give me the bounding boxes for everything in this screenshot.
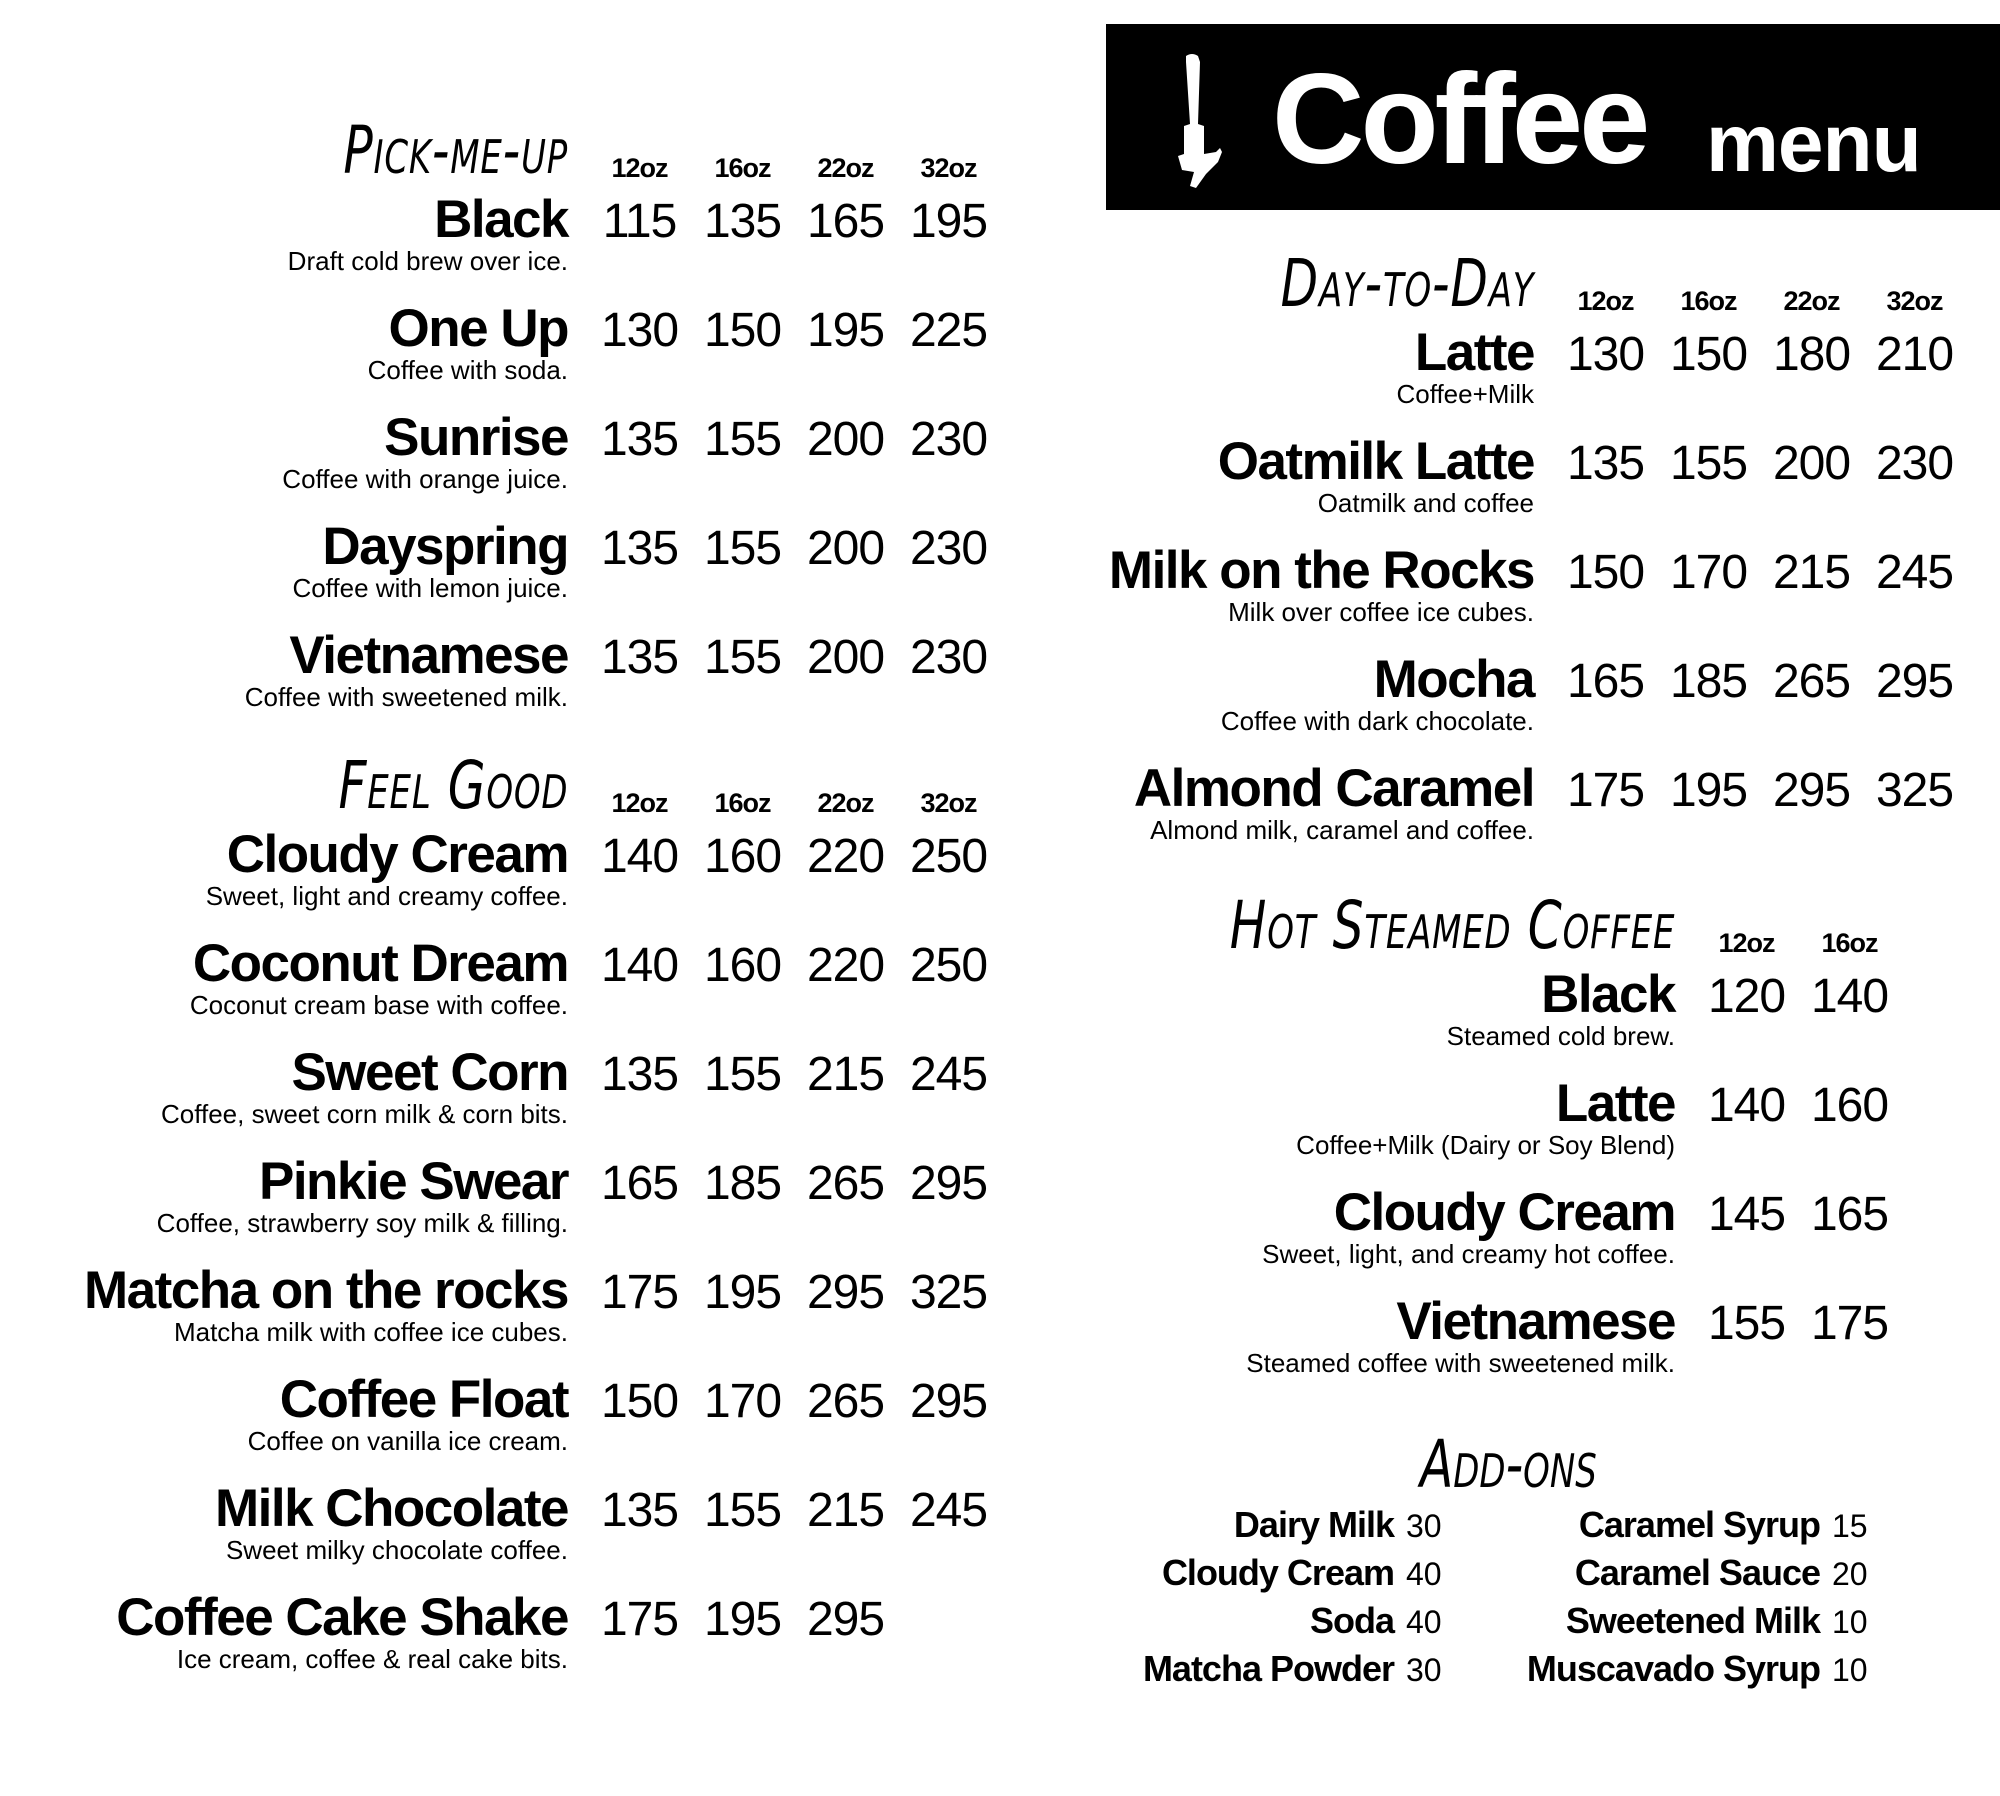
item-price: 165 bbox=[600, 1157, 679, 1210]
item-price bbox=[897, 1592, 1000, 1648]
item-price: 295 bbox=[806, 1593, 885, 1646]
size-header bbox=[1554, 286, 1966, 317]
section-title: Pick-me-up bbox=[343, 112, 568, 189]
item-price: 175 bbox=[600, 1593, 679, 1646]
item-name: Sweet Corn bbox=[291, 1043, 568, 1102]
item-price: 180 bbox=[1772, 328, 1851, 381]
item-price: 215 bbox=[806, 1484, 885, 1537]
item-description: Draft cold brew over ice. bbox=[287, 246, 568, 276]
item-price: 160 bbox=[1810, 1079, 1889, 1132]
item-description: Steamed coffee with sweetened milk. bbox=[1246, 1348, 1675, 1378]
size-label: 32oz bbox=[1886, 286, 1943, 316]
item-price: 295 bbox=[806, 1266, 885, 1319]
item-price: 135 bbox=[703, 195, 782, 248]
item-price: 245 bbox=[1875, 546, 1954, 599]
size-label: 16oz bbox=[714, 788, 771, 818]
menu-item bbox=[1000, 650, 1954, 759]
item-price: 140 bbox=[1810, 970, 1889, 1023]
section-title: Hot Steamed Coffee bbox=[1229, 887, 1675, 964]
section-feel-good bbox=[0, 745, 988, 1697]
size-label: 22oz bbox=[817, 153, 874, 183]
item-price: 215 bbox=[1772, 546, 1851, 599]
menu-item bbox=[0, 1261, 988, 1370]
size-label: 16oz bbox=[714, 153, 771, 183]
item-price: 245 bbox=[909, 1048, 988, 1101]
item-description: Matcha milk with coffee ice cubes. bbox=[173, 1317, 568, 1347]
item-price: 185 bbox=[1669, 655, 1748, 708]
add-on-price: 10 bbox=[1832, 1604, 1868, 1640]
item-price: 135 bbox=[600, 413, 679, 466]
menu-item bbox=[0, 190, 988, 299]
item-description: Milk over coffee ice cubes. bbox=[1228, 597, 1534, 627]
size-label: 12oz bbox=[611, 153, 668, 183]
item-price: 200 bbox=[1772, 437, 1851, 490]
item-price: 165 bbox=[1566, 655, 1645, 708]
size-label: 12oz bbox=[1577, 286, 1634, 316]
add-on-name: Muscavado Syrup bbox=[1526, 1648, 1820, 1689]
menu-item bbox=[1000, 965, 1889, 1074]
item-description: Ice cream, coffee & real cake bits. bbox=[176, 1644, 568, 1674]
item-price: 250 bbox=[909, 830, 988, 883]
menu-item bbox=[0, 626, 988, 735]
item-description: Coffee, strawberry soy milk & filling. bbox=[156, 1208, 568, 1238]
item-name: Coffee Cake Shake bbox=[116, 1588, 568, 1647]
add-on-item bbox=[1100, 1599, 1454, 1647]
menu-item bbox=[0, 934, 988, 1043]
item-description: Oatmilk and coffee bbox=[1317, 488, 1534, 518]
size-header bbox=[588, 788, 1000, 819]
item-name: Pinkie Swear bbox=[258, 1152, 568, 1211]
item-price: 115 bbox=[602, 195, 677, 248]
item-name: Almond Caramel bbox=[1133, 759, 1534, 818]
section-title: Feel Good bbox=[338, 747, 568, 824]
menu-header-banner bbox=[1106, 24, 2000, 210]
item-price: 210 bbox=[1875, 328, 1954, 381]
item-name: Black bbox=[434, 190, 568, 249]
menu-item bbox=[0, 1043, 988, 1152]
size-label: 22oz bbox=[817, 788, 874, 818]
section-hot-steamed-coffee bbox=[1000, 885, 1889, 1401]
size-label: 22oz bbox=[1783, 286, 1840, 316]
item-name: Black bbox=[1541, 965, 1675, 1024]
add-on-name: Cloudy Cream bbox=[1161, 1552, 1394, 1593]
item-name: Cloudy Cream bbox=[226, 825, 568, 884]
item-price: 200 bbox=[806, 522, 885, 575]
item-price: 175 bbox=[1566, 764, 1645, 817]
item-price: 150 bbox=[1669, 328, 1748, 381]
item-description: Coconut cream base with coffee. bbox=[189, 990, 568, 1020]
item-name: Dayspring bbox=[322, 517, 568, 576]
size-label: 32oz bbox=[920, 788, 977, 818]
item-price: 265 bbox=[806, 1157, 885, 1210]
menu-item bbox=[1000, 1292, 1889, 1401]
add-on-item bbox=[1500, 1551, 1880, 1599]
item-price: 175 bbox=[1810, 1297, 1889, 1350]
item-name: Latte bbox=[1555, 1074, 1675, 1133]
add-on-name: Caramel Sauce bbox=[1574, 1552, 1820, 1593]
add-on-price: 40 bbox=[1406, 1604, 1442, 1640]
item-name: Vietnamese bbox=[289, 626, 568, 685]
menu-item bbox=[0, 1370, 988, 1479]
add-ons-right-column bbox=[1500, 1503, 1880, 1695]
item-description: Sweet, light, and creamy hot coffee. bbox=[1262, 1239, 1675, 1269]
section-title: Add-ons bbox=[1420, 1426, 1597, 1503]
item-price: 220 bbox=[806, 939, 885, 992]
menu-item bbox=[1000, 1074, 1889, 1183]
item-description: Coffee with orange juice. bbox=[282, 464, 568, 494]
item-price: 195 bbox=[909, 195, 988, 248]
item-price: 135 bbox=[1566, 437, 1645, 490]
item-price: 120 bbox=[1707, 970, 1786, 1023]
menu-item bbox=[1000, 432, 1954, 541]
item-price: 155 bbox=[703, 522, 782, 575]
item-name: Coffee Float bbox=[279, 1370, 568, 1429]
item-price: 250 bbox=[909, 939, 988, 992]
item-price: 200 bbox=[806, 413, 885, 466]
item-price: 170 bbox=[1669, 546, 1748, 599]
item-description: Coffee, sweet corn milk & corn bits. bbox=[160, 1099, 568, 1129]
item-price: 230 bbox=[909, 631, 988, 684]
size-header bbox=[588, 153, 1000, 184]
item-price: 150 bbox=[600, 1375, 679, 1428]
item-description: Sweet milky chocolate coffee. bbox=[225, 1535, 568, 1565]
item-description: Coffee with sweetened milk. bbox=[244, 682, 568, 712]
item-name: Sunrise bbox=[384, 408, 568, 467]
item-price: 160 bbox=[703, 830, 782, 883]
add-on-item bbox=[1100, 1551, 1454, 1599]
item-name: Latte bbox=[1414, 323, 1534, 382]
item-name: Coconut Dream bbox=[192, 934, 568, 993]
item-price: 225 bbox=[909, 304, 988, 357]
add-ons-left-column bbox=[1100, 1503, 1454, 1695]
item-price: 165 bbox=[806, 195, 885, 248]
menu-item bbox=[0, 1479, 988, 1588]
section-pick-me-up bbox=[0, 110, 988, 735]
item-price: 325 bbox=[909, 1266, 988, 1319]
menu-item bbox=[0, 299, 988, 408]
item-price: 195 bbox=[703, 1593, 782, 1646]
size-label: 16oz bbox=[1680, 286, 1737, 316]
item-price: 145 bbox=[1707, 1188, 1786, 1241]
item-price: 140 bbox=[600, 939, 679, 992]
item-price: 245 bbox=[909, 1484, 988, 1537]
item-price: 185 bbox=[703, 1157, 782, 1210]
item-price: 220 bbox=[806, 830, 885, 883]
item-price: 295 bbox=[909, 1375, 988, 1428]
item-price: 150 bbox=[1566, 546, 1645, 599]
item-price: 230 bbox=[1875, 437, 1954, 490]
item-name: Milk Chocolate bbox=[214, 1479, 568, 1538]
item-price: 195 bbox=[806, 304, 885, 357]
item-price: 130 bbox=[1566, 328, 1645, 381]
add-on-item bbox=[1500, 1647, 1880, 1695]
add-on-item bbox=[1500, 1503, 1880, 1551]
size-header bbox=[1695, 928, 1901, 959]
menu-subtitle: menu bbox=[1706, 98, 1921, 189]
item-price: 135 bbox=[600, 1484, 679, 1537]
menu-item bbox=[0, 825, 988, 934]
item-price: 200 bbox=[806, 631, 885, 684]
add-on-name: Soda bbox=[1309, 1600, 1394, 1641]
item-description: Coffee with soda. bbox=[367, 355, 568, 385]
size-label: 12oz bbox=[611, 788, 668, 818]
item-price: 165 bbox=[1810, 1188, 1889, 1241]
item-price: 295 bbox=[1772, 764, 1851, 817]
add-on-price: 15 bbox=[1832, 1508, 1868, 1544]
item-name: Mocha bbox=[1373, 650, 1534, 709]
add-on-price: 20 bbox=[1832, 1556, 1868, 1592]
item-price: 215 bbox=[806, 1048, 885, 1101]
item-name: Cloudy Cream bbox=[1333, 1183, 1675, 1242]
item-name: Vietnamese bbox=[1396, 1292, 1675, 1351]
add-on-item bbox=[1500, 1599, 1880, 1647]
item-price: 155 bbox=[703, 1048, 782, 1101]
item-price: 325 bbox=[1875, 764, 1954, 817]
item-price: 160 bbox=[703, 939, 782, 992]
item-description: Coffee on vanilla ice cream. bbox=[247, 1426, 568, 1456]
item-price: 135 bbox=[600, 631, 679, 684]
item-price: 155 bbox=[703, 631, 782, 684]
item-price: 140 bbox=[600, 830, 679, 883]
add-on-price: 10 bbox=[1832, 1652, 1868, 1688]
size-label: 12oz bbox=[1718, 928, 1775, 958]
menu-item bbox=[0, 517, 988, 626]
item-price: 170 bbox=[703, 1375, 782, 1428]
section-add-ons bbox=[1100, 1425, 2000, 1705]
item-price: 265 bbox=[806, 1375, 885, 1428]
add-on-item bbox=[1100, 1503, 1454, 1551]
item-price: 140 bbox=[1707, 1079, 1786, 1132]
item-price: 175 bbox=[600, 1266, 679, 1319]
menu-item bbox=[0, 408, 988, 517]
size-label: 16oz bbox=[1821, 928, 1878, 958]
add-on-price: 30 bbox=[1406, 1652, 1442, 1688]
add-on-price: 40 bbox=[1406, 1556, 1442, 1592]
item-name: Matcha on the rocks bbox=[84, 1261, 568, 1320]
add-on-name: Caramel Syrup bbox=[1578, 1504, 1820, 1545]
section-day-to-day bbox=[1000, 243, 1954, 868]
menu-item bbox=[1000, 759, 1954, 868]
add-on-name: Dairy Milk bbox=[1233, 1504, 1394, 1545]
item-price: 230 bbox=[909, 522, 988, 575]
item-name: Oatmilk Latte bbox=[1217, 432, 1534, 491]
item-price: 265 bbox=[1772, 655, 1851, 708]
item-description: Coffee+Milk (Dairy or Soy Blend) bbox=[1296, 1130, 1675, 1160]
add-on-name: Sweetened Milk bbox=[1565, 1600, 1820, 1641]
item-price: 295 bbox=[1875, 655, 1954, 708]
item-price: 155 bbox=[703, 413, 782, 466]
item-name: One Up bbox=[388, 299, 568, 358]
item-price: 295 bbox=[909, 1157, 988, 1210]
item-price: 135 bbox=[600, 522, 679, 575]
item-name: Milk on the Rocks bbox=[1108, 541, 1534, 600]
add-on-price: 30 bbox=[1406, 1508, 1442, 1544]
menu-title: Coffee bbox=[1272, 48, 1647, 191]
item-description: Steamed cold brew. bbox=[1446, 1021, 1675, 1051]
item-price: 155 bbox=[1707, 1297, 1786, 1350]
item-price: 155 bbox=[703, 1484, 782, 1537]
item-price: 130 bbox=[600, 304, 679, 357]
item-description: Coffee with dark chocolate. bbox=[1220, 706, 1534, 736]
size-label: 32oz bbox=[920, 153, 977, 183]
item-description: Almond milk, caramel and coffee. bbox=[1150, 815, 1534, 845]
espresso-portafilter-icon bbox=[1168, 52, 1224, 190]
item-price: 135 bbox=[600, 1048, 679, 1101]
add-on-item bbox=[1100, 1647, 1454, 1695]
item-description: Sweet, light and creamy coffee. bbox=[205, 881, 568, 911]
menu-item bbox=[0, 1152, 988, 1261]
menu-item bbox=[1000, 1183, 1889, 1292]
item-description: Coffee with lemon juice. bbox=[292, 573, 568, 603]
item-price: 195 bbox=[1669, 764, 1748, 817]
item-description: Coffee+Milk bbox=[1396, 379, 1534, 409]
section-title: Day-to-Day bbox=[1280, 245, 1534, 322]
menu-item bbox=[1000, 541, 1954, 650]
item-price: 150 bbox=[703, 304, 782, 357]
menu-item bbox=[1000, 323, 1954, 432]
menu-item bbox=[0, 1588, 885, 1697]
item-price: 195 bbox=[703, 1266, 782, 1319]
item-price: 155 bbox=[1669, 437, 1748, 490]
add-on-name: Matcha Powder bbox=[1142, 1648, 1394, 1689]
item-price: 230 bbox=[909, 413, 988, 466]
